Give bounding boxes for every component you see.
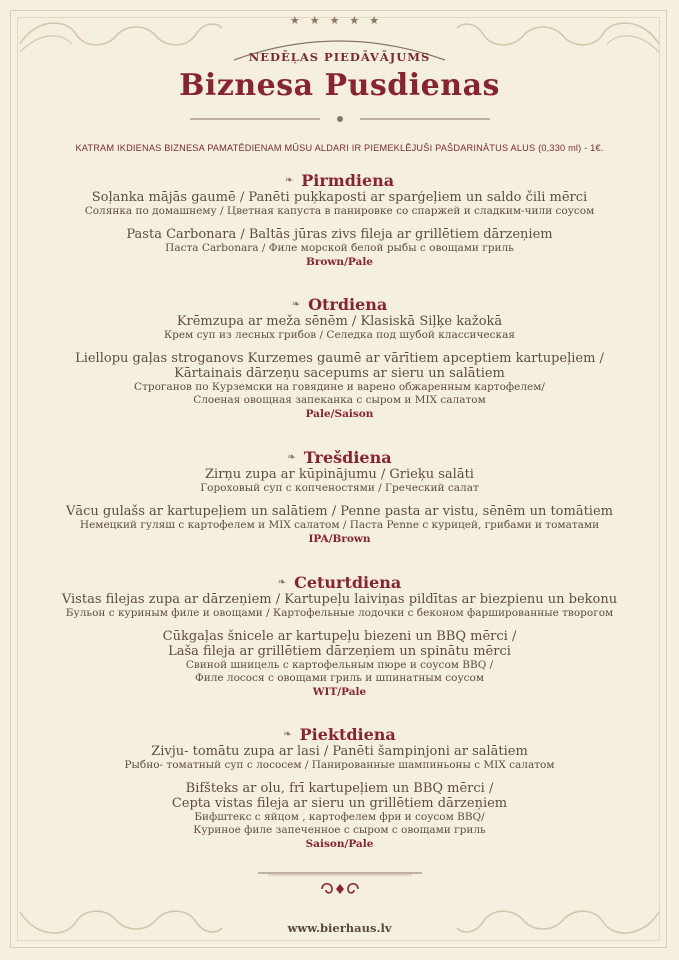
dish [0,592,679,620]
dish-name-lv: Laša fileja ar grillētiem dārzeņiem un spinātu mērci [168,644,511,659]
dish-name-lv: Pasta Carbonara / Baltās jūras zivs fileja ar grillētiem dārzeņiem [126,227,553,242]
beer-pairing: Saison/Pale [305,838,374,850]
day-heading [0,724,679,744]
dish-name-lv: Krēmzupa ar meža sēnēm / Klasiskā Siļķe kažokā [176,314,503,329]
day-section-wednesday [0,447,679,546]
dish-name-lv: Vācu gulašs ar kartupeļiem un salātiem / Penne pasta ar vistu, sēnēm un tomātiem [66,504,613,519]
dish [0,629,679,699]
beer-pairing: IPA/Brown [308,533,371,545]
ornament-icon: ❧ [287,451,296,463]
dish-name-lv: Soļanka mājās gaumē / Panēti puķkaposti ar sparģeļiem un saldo čili mērci [91,190,588,205]
dish-name-lv: Liellopu gaļas stroganovs Kurzemes gaumē ar vārītiem apceptiem kartupeļiem / [75,351,604,366]
dish-name-ru: Немецкий гуляш с картофелем и MIX салатом / Паста Penne с курицей, грибами и томатами [79,519,600,531]
dish-name-ru: Солянка по домашнему / Цветная капуста в панировке со спаржей и сладким-чили соусом [84,205,595,217]
dish [0,744,679,772]
dish-name-ru: Слоеная овощная запеканка с сыром и MIX салатом [193,394,486,406]
dish-name-ru: Крем суп из лесных грибов / Селедка под шубой классическая [164,329,515,341]
dish-name-ru: Филе лосося с овощами гриль и шпинатным соусом [195,672,484,684]
ornament-icon: ❧ [277,576,287,588]
ornament-icon: ❧ [291,298,301,310]
dish [0,314,679,342]
dish-name-lv: Vistas filejas zupa ar dārzeņiem / Kartupeļu laiviņas pildītas ar biezpienu un bekonu [61,592,618,607]
day-section-friday [0,724,679,851]
day-section-thursday [0,572,679,699]
beer-offer-note: KATRAM IKDIENAS BIZNESA PAMATĒDIENAM MŪSU ALDARI IR PIEMEKLĒJUŠI PAŠDARINĀTUS ALUS (0,330 ml) - 1€. [75,143,604,153]
dish-name-ru: Рыбно- томатный суп с лососем / Панированные шампиньоны с MIX салатом [124,759,555,771]
day-section-tuesday [0,294,679,421]
dish-name-ru: Паста Carbonara / Филе морской белой рыбы с овощами гриль [165,242,514,254]
dish-name-lv: Kārtainais dārzeņu sacepums ar sieru un salātiem [174,366,505,381]
title-divider [190,114,490,124]
dish [0,190,679,218]
beer-pairing: WIT/Pale [312,686,367,698]
dish [0,467,679,495]
ornament-icon: ❧ [284,174,294,186]
dish-name-ru: Бульон с куриным филе и овощами / Картофельные лодочки с беконом фаршированные творогом [65,607,614,619]
dish-name-ru: Куриное филе запеченное с сыром с овощами гриль [193,824,486,836]
day-name: Trešdiena [303,447,392,467]
dish [0,504,679,546]
dish [0,351,679,421]
day-name: Ceturtdiena [294,572,402,592]
beer-pairing: Pale/Saison [305,408,374,420]
dish-name-lv: Cepta vistas fileja ar sieru un grillētiem dārzeņiem [171,796,508,811]
header-subtitle: NEDĒĻAS PIEDĀVĀJUMS [248,50,431,64]
header-stars: ★★★★★ [289,14,390,27]
day-heading [0,447,679,467]
day-heading [0,294,679,314]
dish-name-ru: Бифштекс с яйцом , картофелем фри и соусом BBQ/ [194,811,485,823]
dish [0,781,679,851]
dish-name-lv: Cūkgaļas šnicele ar kartupeļu biezeni un BBQ mērci / [162,629,517,644]
page-title: Biznesa Pusdienas [179,68,500,103]
dish-name-lv: Zirņu zupa ar kūpinājumu / Grieķu salāti [205,467,474,482]
day-name: Pirmdiena [301,170,395,190]
dish-name-ru: Гороховый суп с копченостями / Греческий салат [200,482,479,494]
day-name: Otrdiena [308,294,388,314]
day-heading [0,170,679,190]
day-section-monday [0,170,679,269]
day-heading [0,572,679,592]
ornament-icon: ❧ [283,728,292,740]
flourish-icon [318,880,362,898]
dish-name-ru: Строганов по Курземски на говядине и варено обжаренным картофелем/ [134,381,545,393]
dish-name-lv: Bifšteks ar olu, frī kartupeļiem un BBQ mērci / [185,781,494,796]
website-link[interactable]: www.bierhaus.lv [287,921,392,935]
dish [0,227,679,269]
footer-divider [258,872,422,876]
beer-pairing: Brown/Pale [305,256,373,268]
dish-name-lv: Zivju- tomātu zupa ar lasi / Panēti šampinjoni ar salātiem [151,744,528,759]
dish-name-ru: Свиной шницель с картофельным пюре и соусом BBQ / [185,659,494,671]
day-name: Piektdiena [299,724,396,744]
